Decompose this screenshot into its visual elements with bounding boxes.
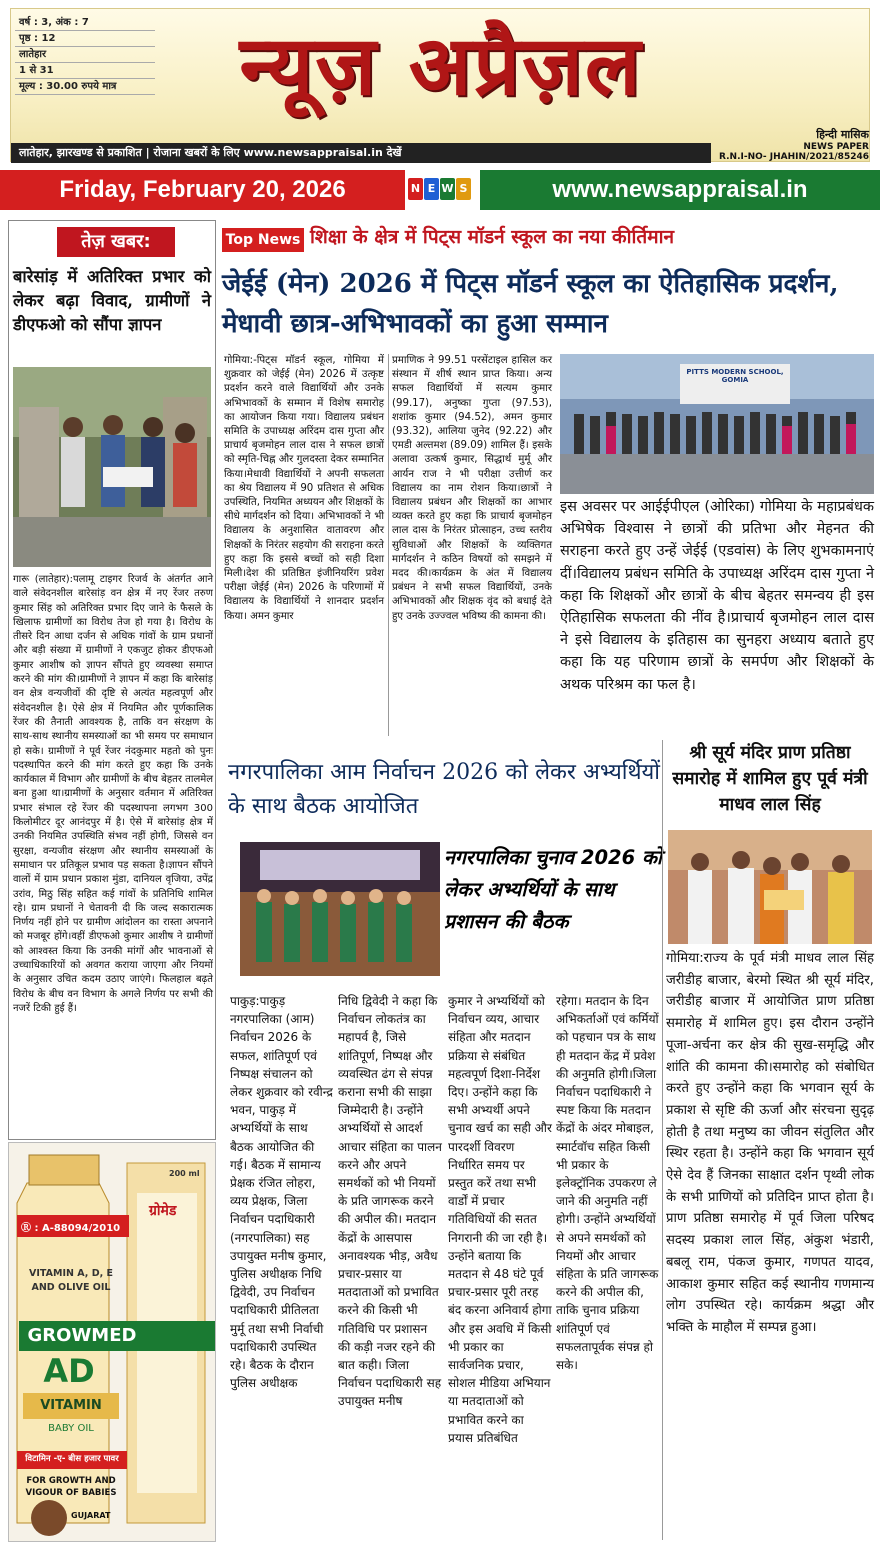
meeting-graphic (240, 842, 440, 976)
news-letter: S (456, 178, 471, 200)
ad-registration: Ⓡ : A-88094/2010 (21, 1223, 121, 1234)
paper-type: हिन्दी मासिक (816, 128, 869, 141)
info-line: मूल्य : 30.00 रुपये मात्र (15, 79, 155, 95)
surya-mandir-article: गोमिया:राज्य के पूर्व मंत्री माधव लाल सिंह जरीडीह बाजार, बेरमो स्थित श्री सूर्य मंदिर, जरीडीह बाजार में आयोजित प्राण प्रतिष्ठा समारोह में शामिल हुए। इस दौरान उन्होंने पूजा-अर्चना कर क्षेत्र की सुख-समृद्धि और शांति की कामना की।समारोह को संबोधित करते हुए उन्होंने कहा कि भगवान सूर्य के प्रकाश से सृष्टि की ऊर्जा और संरचना सुदृढ़ होती है तथा मनुष्य का जीवन संतुलित और स्थिर रहता है। उन्होंने कहा कि भगवान सूर्य ऐसे देव हैं जिनका साक्षात दर्शन पृथ्वी लोक के सभी प्राणियों को प्रतिदिन प्राप्त होता है।प्राण प्रतिष्ठा समारोह में पूर्व जिला परिषद सदस्य प्रकाश लाल सिंह, अंकुश भंडारी, बबलू राम, पंकज कुमार, गणपत यादव, आकाश कुमार सहित कई स्थानीय गणमान्य लोग उपस्थित रहे। कार्यक्रम श्रद्धा और भक्ति के माहौल में सम्पन्न हुआ। (666, 951, 874, 1335)
nagarpalika-caption-box: नगरपालिका चुनाव 2026 को लेकर अभ्यर्थियों के साथ प्रशासन की बैठक (444, 846, 662, 933)
info-line: वर्ष : 3, अंक : 7 (15, 15, 155, 31)
info-line: लातेहार (15, 47, 155, 63)
ad-side-brand: ग्रोमेड (149, 1203, 177, 1219)
news-letter: W (440, 178, 455, 200)
surya-mandir-photo (668, 830, 872, 944)
nagarpalika-col1: पाकुड़:पाकुड़ नगरपालिका (आम) निर्वाचन 2026 के सफल, शांतिपूर्ण एवं निष्पक्ष संचालन को लेकर शुक्रवार को रवीन्द्र भवन, पाकुड़ में अभ्यर्थियों के साथ बैठक आयोजित की गई। बैठक में सामान्य प्रेक्षक रंजित लोहरा, व्यय प्रेक्षक, जिला निर्वाचन पदाधिकारी (नगरपालिका) सह उपायुक्त मनीष कुमार, पुलिस अधीक्षक निधि द्विवेदी, उप निर्वाचन पदाधिकारी प्रीतिलता मुर्मू तथा सभी निर्वाची पदाधिकारी उपस्थित रहे। बैठक के दौरान पुलिस अधीक्षक (230, 994, 333, 1391)
jee-article-col3: इस अवसर पर आईईपीएल (ओरिका) गोमिया के महाप्रबंधक अभिषेक विश्वास ने छात्रों की प्रतिभा और मेहनत की सराहना करते हुए उन्हें जेईई (एडवांस) के लिए शुभकामनाएं दीं।विद्यालय प्रबंधन समिति के उपाध्यक्ष अरिंदम दास गुप्ता ने कहा कि शिक्षकों और छात्रों के बीच बेहतर समन्वय ही इस ऐतिहासिक सफलता की नींव है।प्राचार्य बृजमोहन लाल दास ने इसे विद्यालय के इतिहास का सुनहरा अध्याय बताते हुए कहा कि यह परिणाम छात्रों के समर्पण और शिक्षकों के अथक परिश्रम का फल है। (560, 499, 874, 693)
ad-product: AD (43, 1352, 95, 1390)
school-banner-text: PITTS MODERN SCHOOL, GOMIA (686, 368, 784, 384)
temple-graphic (668, 830, 872, 944)
ad-baby-oil: BABY OIL (48, 1423, 94, 1434)
nagarpalika-col2: निधि द्विवेदी ने कहा कि निर्वाचन लोकतंत्र का महापर्व है, जिसे शांतिपूर्ण, निष्पक्ष और व्यवस्थित ढंग से संपन्न कराना सभी की साझा जिम्मेदारी है। उन्होंने अभ्यर्थियों से आदर्श आचार संहिता का पालन करने और अपने समर्थकों को भी नियमों के प्रति जागरूक करने की अपील की। मतदान केंद्रों के आसपास अनावश्यक भीड़, अवैध प्रचार-प्रसार या मतदाताओं को प्रभावित करने की किसी भी गतिविधि पर प्रशासन की कड़ी नजर रहने की बात कही। जिला निर्वाचन पदाधिकारी सह उपायुक्त मनीष (338, 994, 442, 1409)
date-bar (0, 170, 880, 210)
masthead-info (15, 15, 155, 95)
school-ceremony-photo (560, 354, 874, 494)
news-logo (408, 178, 474, 202)
main-headline: जेईई (मेन) 2026 में पिट्स मॉडर्न स्कूल का ऐतिहासिक प्रदर्शन, मेधावी छात्र-अभिभावकों का हुआ सम्मान (222, 269, 839, 339)
masthead-bar: लातेहार, झारखण्ड से प्रकाशित | रोजाना खबरों के लिए www.newsappraisal.in देखें (11, 143, 711, 163)
newspaper-title: न्यूज़ अप्रैज़ल (239, 18, 643, 114)
news-letter: N (408, 178, 423, 200)
column-divider (388, 354, 389, 736)
website-link[interactable]: www.newsappraisal.in (480, 170, 880, 210)
left-article-body: गारू (लातेहार):पलामू टाइगर रिजर्व के अंतर्गत आने वाले संवेदनशील बारेसांड़ वन क्षेत्र में नए रेंजर तरुण कुमार सिंह को अतिरिक्त प्रभार दिए जाने के फैसले के खिलाफ ग्रामीणों का विरोध तेज हो गया है। विरोध के तीसरे दिन आधा दर्जन से अधिक गांवों के ग्राम प्रधानों और बड़ी संख्या में ग्रामीणों ने एकजुट होकर डीएफओ कुमार आशीष को ज्ञापन सौंपते हुए व्यवस्था समाप्त करने की मांग की।ग्रामीणों ने ज्ञापन में कहा कि बारेसांड़ वन क्षेत्र वन्यजीवों की दृष्टि से अत्यंत महत्वपूर्ण और संवेदनशील है। ऐसे क्षेत्र में नियमित और पूर्णकालिक रेंजर की तैनाती आवश्यक है, ताकि वन संरक्षण के साथ-साथ स्थानीय समस्याओं का भी समय पर समाधान हो सके। ग्रामीणों ने पूर्व रेंजर नंदकुमार महतो को पुनः पदस्थापित करने की मांग करते हुए कहा कि उनके कार्यकाल में विभाग और ग्रामीणों के बीच बेहतर तालमेल बना हुआ था।ग्रामीणों के अनुसार वर्तमान में अतिरिक्त प्रभार संभाल रहे रेंजर की पदस्थापना लगभग 300 किलोमीटर दूर आनंदपुर में है। ऐसे में बारेसांड़ क्षेत्र में उनकी नियमित उपस्थिति संभव नहीं होगी, जिससे वन सुरक्षा, वन्यजीव संरक्षण और स्थानीय समस्याओं के समाधान पर प्रतिकूल प्रभाव पड़ सकता है।ज्ञापन सौंपने वालों में ग्राम प्रधान प्रकाश मुंडा, दानियल वृजिया, उपेंद्र उरांव, मिठु सिंह सहित कई गांवों के प्रतिनिधि शामिल रहे। ग्राम प्रधानों ने चेतावनी दी कि जल्द सकारात्मक निर्णय नहीं होने पर ग्रामीण आंदोलन का रास्ता अपनाने को मजबूर होंगे।वहीं डीएफओ कुमार आशीष ने ग्रामीणों को आश्वस्त किया कि उनकी मांगों और भावनाओं से उच्चाधिकारियों को अवगत कराया जाएगा और नियमों के अनुसार उचित कदम उठाए जाएंगे। फिलहाल बढ़ते विरोध के बीच वन विभाग के अगले निर्णय पर सभी की नजरें टिकी हुई हैं। (13, 574, 213, 1014)
ad-tagline-english: FOR GROWTH AND VIGOUR OF BABIES (25, 1476, 117, 1498)
ad-volume: 200 ml (169, 1169, 200, 1178)
top-news-ticker[interactable]: शिक्षा के क्षेत्र में पिट्स मॉडर्न स्कूल का नया कीर्तिमान (310, 226, 675, 248)
ad-product-sub: VITAMIN (40, 1398, 102, 1413)
column-divider (662, 740, 663, 1540)
left-headline: बारेसांड़ में अतिरिक्त प्रभार को लेकर बढ़ा विवाद, ग्रामीणों ने डीएफओ को सौंपा ज्ञापन (13, 267, 211, 334)
news-letter: E (424, 178, 439, 200)
candidates-meeting-photo (240, 842, 440, 976)
issue-date: Friday, February 20, 2026 (0, 170, 405, 210)
ad-vitamins: VITAMIN A, D, E AND OLIVE OIL (29, 1268, 113, 1293)
nagarpalika-col3: कुमार ने अभ्यर्थियों को निर्वाचन व्यय, आचार संहिता और मतदान प्रक्रिया से संबंधित महत्वपूर्ण दिशा-निर्देश दिए। उन्होंने कहा कि सभी अभ्यर्थी अपने चुनाव खर्च का सही और पारदर्शी विवरण निर्धारित समय पर प्रस्तुत करें तथा सभी वार्डों में प्रचार गतिविधियों की सतत निगरानी की जा रही है। उन्होंने बताया कि मतदान से 48 घंटे पूर्व प्रचार-प्रसार पूरी तरह बंद करना अनिवार्य होगा और इस अवधि में किसी भी प्रकार का सार्वजनिक प्रचार, सोशल मीडिया अभियान या मतदाताओं को प्रभावित करने का प्रयास प्रतिबंधित (448, 994, 552, 1445)
paper-label: NEWS PAPER (803, 142, 869, 152)
rni-number: R.N.I-NO- JHAHIN/2021/85246 (719, 152, 869, 162)
nagarpalika-col4: रहेगा। मतदान के दिन अभिकर्ताओं एवं कर्मियों को पहचान पत्र के साथ ही मतदान केंद्र में प्रवेश की अनुमति होगी।जिला निर्वाचन पदाधिकारी ने स्पष्ट किया कि मतदान केंद्रों के अंदर मोबाइल, स्मार्टवॉच सहित किसी भी प्रकार के इलेक्ट्रॉनिक उपकरण ले जाने की अनुमति नहीं होगी। उन्होंने अभ्यर्थियों से अपने समर्थकों को नियमों और आचार संहिता के प्रति जागरूक करने की अपील की, ताकि चुनाव प्रक्रिया शांतिपूर्ण एवं सफलतापूर्वक संपन्न हो सके। (556, 994, 659, 1373)
masthead (0, 0, 880, 168)
ad-brand: GROWMED (27, 1325, 137, 1346)
forest-office-photo (13, 367, 211, 567)
masthead-meta (711, 127, 869, 162)
ad-maker: GUJARAT (71, 1511, 111, 1520)
info-line: 1 से 31 (15, 63, 155, 79)
nagarpalika-headline: नगरपालिका आम निर्वाचन 2026 को लेकर अभ्यर्थियों के साथ बैठक आयोजित (228, 760, 660, 819)
photo-graphic (13, 367, 211, 567)
info-line: पृष्ठ : 12 (15, 31, 155, 47)
surya-mandir-headline: श्री सूर्य मंदिर प्राण प्रतिष्ठा समारोह में शामिल हुए पूर्व मंत्री माधव लाल सिंह (672, 743, 868, 815)
growmed-advertisement[interactable] (8, 1142, 216, 1542)
breaking-news-tag: तेज़ खबर: (57, 227, 175, 257)
jee-article-col1: गोमिया:-पिट्स मॉडर्न स्कूल, गोमिया में शुक्रवार को जेईई (मेन) 2026 में उत्कृष्ट प्रदर्शन करने वाले विद्यार्थियों और उनके अभिभावकों के सम्मान में विशेष समारोह का आयोजन किया गया। विद्यालय प्रबंधन समिति के उपाध्यक्ष अरिंदम दास गुप्ता और प्राचार्य बृजमोहन लाल दास ने सफल छात्रों को स्मृति-चिह्न और गुलदस्ता देकर सम्मानित किया।मेधावी विद्यार्थियों ने अपनी सफलता का श्रेय विद्यालय में 90 प्रतिशत से अधिक उपस्थिति, नियमित अध्ययन और शिक्षकों के सीधे मार्गदर्शन को दिया। अभिभावकों ने भी विद्यालय के अनुशासित वातावरण और शिक्षकों के निरंतर सहयोग की सराहना करते हुए कहा कि इससे बच्चों को सही दिशा मिली।देश की प्रतिष्ठित इंजीनियरिंग प्रवेश परीक्षा जेईई (मेन) 2026 के परिणामों में विद्यालय के विद्यार्थियों ने शानदार प्रदर्शन किया। अमन कुमार (224, 355, 384, 622)
left-news-column (8, 220, 216, 1140)
masthead-banner (10, 8, 870, 162)
top-news-label: Top News (222, 228, 304, 252)
jee-article-col2: प्रमाणिक ने 99.51 परसेंटाइल हासिल कर संस्थान में शीर्ष स्थान प्राप्त किया। अन्य सफल विद्यार्थियों में सत्यम कुमार (99.17), अनुष्का गुप्ता (97.53), शशांक कुमार (94.52), अमन कुमार (93.32), आलिया जुनेद (92.22) और एमडी अल्तमश (89.09) शामिल हैं। इसके अलावा उत्कर्ष कुमार, सिद्धार्थ मुर्मू और आर्यन राज ने भी परीक्षा उत्तीर्ण कर विद्यालय का नाम रोशन किया।छात्रों ने विद्यालय प्रबंधन और शिक्षकों का आभार व्यक्त करते हुए कहा कि प्राचार्य बृजमोहन लाल दास के निरंतर प्रोत्साहन, उच्च स्तरीय सुविधाओं और शिक्षकों के व्यक्तिगत मार्गदर्शन ने कठिन विषयों को समझने में मदद की।कार्यक्रम के अंत में विद्यालय प्रबंधन ने सभी सफल विद्यार्थियों, उनके अभिभावकों और शिक्षक वृंद को बधाई देते हुए उनके उज्ज्वल भविष्य की कामना की। (392, 355, 552, 622)
ad-tagline-hindi: विटामिन -ए- बीस हजार पावर (25, 1454, 119, 1464)
